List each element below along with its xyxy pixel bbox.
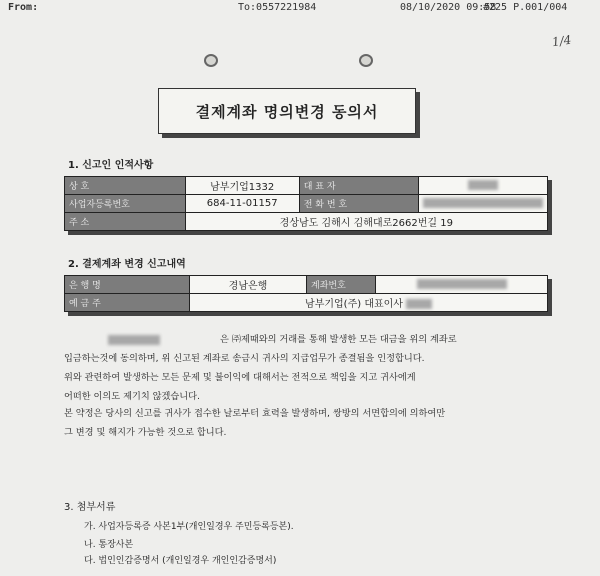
table-row: [65, 177, 548, 195]
line-text: 은 ㈜제때와의 거래를 통해 발생한 모든 대금을 위의 계좌로: [220, 334, 457, 345]
paragraph-line: 본 약정은 당사의 신고를 귀사가 접수한 날로부터 효력을 발생하며, 쌍방의 서면합의에 의하여만: [64, 408, 446, 419]
agreement-paragraph: [64, 404, 445, 442]
fax-from: From:: [8, 2, 39, 13]
value-company: 남부기업1332: [185, 177, 299, 195]
redaction: [417, 279, 507, 289]
paragraph-line: 그 변경 및 해지가 가능한 것으로 합니다.: [64, 427, 227, 438]
value-ceo-redacted: [419, 177, 548, 195]
punch-hole: [359, 54, 373, 67]
attachment-item: 가. 사업자등록증 사본1부(개인일경우 주민등록등본).: [84, 522, 294, 532]
consent-paragraph: [64, 330, 457, 406]
redaction: [406, 299, 432, 309]
label-phone: 전 화 번 호: [299, 195, 418, 213]
label-holder: 예 금 주: [65, 294, 190, 312]
section2-heading: 2. 결제계좌 변경 신고내역: [68, 259, 186, 270]
value-phone-redacted: [419, 195, 548, 213]
fax-datetime: 08/10/2020 09:58: [400, 2, 497, 13]
label-bank: 은 행 명: [65, 276, 190, 294]
table-row: [65, 195, 548, 213]
paragraph-line: 입금하는것에 동의하며, 위 신고된 계좌로 송금시 귀사의 지급업무가 종결됨을 인정합니다.: [64, 353, 425, 364]
value-holder: [190, 294, 548, 312]
redaction: [423, 198, 543, 208]
redaction: [108, 335, 160, 345]
table-row: [65, 213, 548, 231]
document-title: 결제계좌 명의변경 동의서: [158, 88, 416, 134]
table-row: [65, 276, 548, 294]
section3-heading: 3. 첨부서류: [64, 502, 116, 513]
paragraph-line: 어떠한 이의도 제기치 않겠습니다.: [64, 391, 200, 402]
label-business-number: 사업자등록번호: [65, 195, 186, 213]
attachment-item: 나. 통장사본: [84, 540, 134, 550]
table-row: [65, 294, 548, 312]
label-account: 계좌번호: [307, 276, 376, 294]
applicant-table: [64, 176, 548, 231]
label-ceo: 대 표 자: [299, 177, 418, 195]
page-marker: 1/4: [551, 32, 573, 50]
redaction: [468, 180, 498, 190]
punch-hole: [204, 54, 218, 67]
section1-heading: 1. 신고인 인적사항: [68, 160, 154, 171]
fax-to: To:0557221984: [238, 2, 317, 13]
label-company: 상 호: [65, 177, 186, 195]
value-account-redacted: [376, 276, 548, 294]
account-table: [64, 275, 548, 312]
label-address: 주 소: [65, 213, 186, 231]
holder-text: 남부기업(주) 대표이사: [305, 299, 403, 310]
value-address: 경상남도 김해시 김해대로2662번길 19: [185, 213, 547, 231]
paragraph-line: 위와 관련하여 발생하는 모든 문제 및 불이익에 대해서는 전적으로 책임을 지고 귀사에게: [64, 372, 416, 383]
fax-page: #225 P.001/004: [483, 2, 568, 13]
attachment-item: 다. 법인인감증명서 (개인일경우 개인인감증명서): [84, 556, 277, 566]
paragraph-line: [64, 330, 457, 349]
value-business-number: 684-11-01157: [185, 195, 299, 213]
value-bank: 경남은행: [190, 276, 307, 294]
